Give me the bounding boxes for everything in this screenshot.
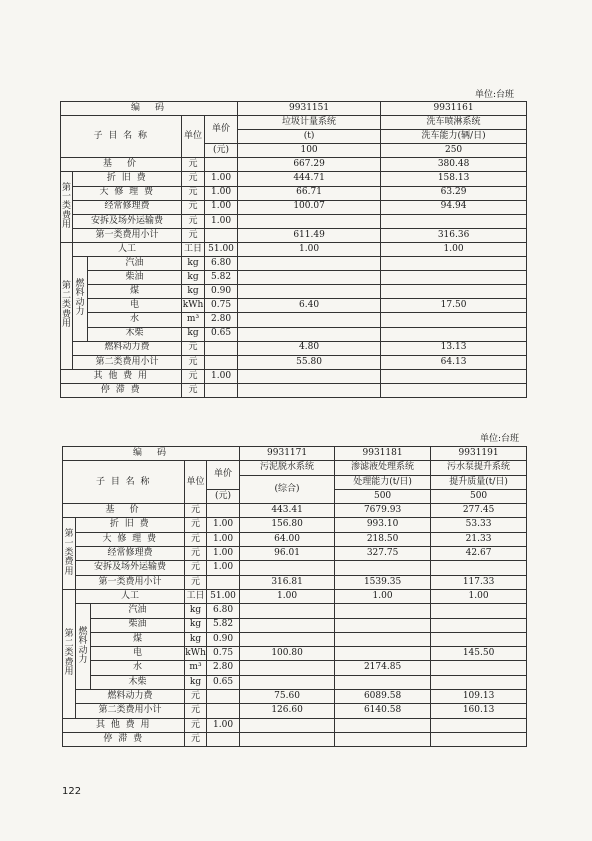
regular-repair-label: 经常修理费 <box>76 547 185 561</box>
diesel-label: 柴油 <box>88 271 182 285</box>
unit-cell: 元 <box>182 200 205 214</box>
value-cell <box>240 732 335 746</box>
unit-cell: kg <box>182 271 205 285</box>
value-cell: 160.13 <box>431 704 527 718</box>
unit-cell: 元 <box>182 172 205 186</box>
machine-spec-value: 250 <box>381 144 527 158</box>
value-cell <box>431 718 527 732</box>
unit-cell: 元 <box>182 355 205 369</box>
coal-label: 煤 <box>91 632 185 646</box>
machine-name: 污泥脱水系统 <box>240 461 335 475</box>
value-cell: 444.71 <box>238 172 381 186</box>
unit-cell: m³ <box>185 661 207 675</box>
value-cell <box>238 214 381 228</box>
value-cell: 53.33 <box>431 518 527 532</box>
unit-cell: 元 <box>182 228 205 242</box>
value-cell <box>381 271 527 285</box>
price-cell: 0.90 <box>207 632 240 646</box>
value-cell <box>335 675 431 689</box>
value-cell: 55.80 <box>238 355 381 369</box>
regular-repair-label: 经常修理费 <box>73 200 182 214</box>
value-cell: 13.13 <box>381 341 527 355</box>
price-cell: 1.00 <box>207 561 240 575</box>
value-cell: 6140.58 <box>335 704 431 718</box>
unit-cell: 工日 <box>182 242 205 256</box>
price-cell: 51.00 <box>207 589 240 603</box>
group2-label: 第二类费用 <box>61 242 73 369</box>
value-cell: 1539.35 <box>335 575 431 589</box>
unit-cell: kWh <box>182 299 205 313</box>
value-cell: 443.41 <box>240 504 335 518</box>
value-cell <box>431 618 527 632</box>
value-cell: 1.00 <box>240 589 335 603</box>
unit-cell: kg <box>182 327 205 341</box>
price-cell: 1.00 <box>207 532 240 546</box>
price-cell: 1.00 <box>205 369 238 383</box>
group1-label: 第一类费用 <box>63 518 76 589</box>
install-transport-label: 安拆及场外运输费 <box>76 561 185 575</box>
value-cell: 993.10 <box>335 518 431 532</box>
electricity-label: 电 <box>91 647 185 661</box>
machine-name: 污水泵提升系统 <box>431 461 527 475</box>
unit-cell: 元 <box>185 704 207 718</box>
unit-cell: kg <box>185 632 207 646</box>
machine-code: 9931181 <box>335 447 431 461</box>
price-cell <box>205 341 238 355</box>
value-cell: 126.60 <box>240 704 335 718</box>
value-cell: 316.81 <box>240 575 335 589</box>
machine-spec: 提升质量(t/日) <box>431 475 527 489</box>
unit-header: 单位 <box>182 116 205 158</box>
unit-price-unit: (元) <box>207 489 240 503</box>
value-cell <box>381 257 527 271</box>
diesel-label: 柴油 <box>91 618 185 632</box>
unit-cell: 元 <box>185 532 207 546</box>
machine-spec-value: 100 <box>238 144 381 158</box>
unit-cell: 元 <box>185 518 207 532</box>
sub-item-name-header: 子 目 名 称 <box>63 461 185 504</box>
code-header: 编 码 <box>61 102 238 116</box>
price-cell <box>207 690 240 704</box>
machine-code: 9931161 <box>381 102 527 116</box>
value-cell <box>381 369 527 383</box>
group1-subtotal-label: 第一类费用小计 <box>76 575 185 589</box>
water-label: 水 <box>91 661 185 675</box>
unit-cell: 元 <box>185 718 207 732</box>
value-cell <box>240 718 335 732</box>
price-cell <box>207 575 240 589</box>
value-cell: 611.49 <box>238 228 381 242</box>
major-repair-label: 大 修 理 费 <box>76 532 185 546</box>
machine-spec-value: 500 <box>431 489 527 503</box>
other-cost-label: 其 他 费 用 <box>63 718 185 732</box>
value-cell <box>381 327 527 341</box>
price-cell: 6.80 <box>207 604 240 618</box>
price-cell: 6.80 <box>205 257 238 271</box>
value-cell: 64.00 <box>240 532 335 546</box>
value-cell: 145.50 <box>431 647 527 661</box>
value-cell: 158.13 <box>381 172 527 186</box>
value-cell: 327.75 <box>335 547 431 561</box>
machine-code: 9931191 <box>431 447 527 461</box>
price-cell: 0.75 <box>207 647 240 661</box>
value-cell: 17.50 <box>381 299 527 313</box>
unit-cell: m³ <box>182 313 205 327</box>
machine-code: 9931171 <box>240 447 335 461</box>
price-cell: 1.00 <box>207 518 240 532</box>
machine-code: 9931151 <box>238 102 381 116</box>
value-cell <box>335 632 431 646</box>
value-cell: 96.01 <box>240 547 335 561</box>
machine-spec: 洗车能力(辆/日) <box>381 130 527 144</box>
value-cell <box>431 561 527 575</box>
value-cell <box>381 214 527 228</box>
gasoline-label: 汽油 <box>91 604 185 618</box>
value-cell <box>335 604 431 618</box>
machine-spec: 处理能力(t/日) <box>335 475 431 489</box>
fuel-power-cost-label: 燃料动力费 <box>73 341 182 355</box>
code-header: 编 码 <box>63 447 240 461</box>
labor-label: 人工 <box>76 589 185 603</box>
value-cell <box>431 732 527 746</box>
unit-cell: 元 <box>185 504 207 518</box>
price-cell: 51.00 <box>205 242 238 256</box>
value-cell <box>431 661 527 675</box>
page-number: 122 <box>62 786 82 797</box>
machine-name: 洗车喷淋系统 <box>381 116 527 130</box>
value-cell <box>238 383 381 397</box>
value-cell: 218.50 <box>335 532 431 546</box>
value-cell <box>238 285 381 299</box>
price-cell: 1.00 <box>207 547 240 561</box>
price-cell <box>205 228 238 242</box>
value-cell: 7679.93 <box>335 504 431 518</box>
price-cell: 0.90 <box>205 285 238 299</box>
group2-subtotal-label: 第二类费用小计 <box>73 355 182 369</box>
value-cell <box>240 561 335 575</box>
unit-cell: 元 <box>182 341 205 355</box>
sub-item-name-header: 子 目 名 称 <box>61 116 182 158</box>
unit-cell: 元 <box>182 186 205 200</box>
value-cell <box>238 369 381 383</box>
machine-name: 渗滤液处理系统 <box>335 461 431 475</box>
other-cost-label: 其 他 费 用 <box>61 369 182 383</box>
value-cell: 66.71 <box>238 186 381 200</box>
unit-header: 单位 <box>185 461 207 504</box>
water-label: 水 <box>88 313 182 327</box>
value-cell: 94.94 <box>381 200 527 214</box>
base-price-label: 基 价 <box>61 158 182 172</box>
firewood-label: 木柴 <box>91 675 185 689</box>
price-cell <box>205 383 238 397</box>
unit-cell: 元 <box>185 575 207 589</box>
price-cell: 1.00 <box>205 200 238 214</box>
value-cell <box>240 604 335 618</box>
value-cell <box>335 647 431 661</box>
value-cell: 63.29 <box>381 186 527 200</box>
value-cell: 1.00 <box>238 242 381 256</box>
value-cell <box>381 383 527 397</box>
value-cell <box>240 675 335 689</box>
value-cell <box>335 618 431 632</box>
value-cell <box>238 257 381 271</box>
value-cell <box>431 675 527 689</box>
value-cell: 100.07 <box>238 200 381 214</box>
price-cell: 2.80 <box>205 313 238 327</box>
value-cell <box>335 561 431 575</box>
price-cell: 1.00 <box>205 172 238 186</box>
unit-cell: kg <box>185 618 207 632</box>
group2-label: 第二类费用 <box>63 589 76 718</box>
value-cell: 117.33 <box>431 575 527 589</box>
unit-cell: 元 <box>185 561 207 575</box>
value-cell: 316.36 <box>381 228 527 242</box>
value-cell <box>240 632 335 646</box>
unit-cell: kg <box>185 675 207 689</box>
value-cell <box>240 618 335 632</box>
unit-cell: 工日 <box>185 589 207 603</box>
major-repair-label: 大 修 理 费 <box>73 186 182 200</box>
depreciation-label: 折 旧 费 <box>76 518 185 532</box>
value-cell: 277.45 <box>431 504 527 518</box>
unit-cell: kg <box>182 257 205 271</box>
gasoline-label: 汽油 <box>88 257 182 271</box>
unit-price-header: 单价 <box>205 116 238 144</box>
value-cell: 1.00 <box>381 242 527 256</box>
unit-cell: kg <box>185 604 207 618</box>
value-cell <box>240 661 335 675</box>
price-cell <box>207 704 240 718</box>
base-price-label: 基 价 <box>63 504 185 518</box>
value-cell <box>335 718 431 732</box>
value-cell: 6089.58 <box>335 690 431 704</box>
unit-cell: 元 <box>185 547 207 561</box>
value-cell: 380.48 <box>381 158 527 172</box>
unit-cell: 元 <box>182 158 205 172</box>
value-cell <box>238 271 381 285</box>
value-cell <box>238 313 381 327</box>
price-cell: 1.00 <box>207 718 240 732</box>
unit-cell: kWh <box>185 647 207 661</box>
value-cell: 64.13 <box>381 355 527 369</box>
fuel-power-label: 燃料动力 <box>73 257 88 342</box>
unit-cell: 元 <box>185 732 207 746</box>
install-transport-label: 安拆及场外运输费 <box>73 214 182 228</box>
unit-price-header: 单价 <box>207 461 240 490</box>
fuel-power-cost-label: 燃料动力费 <box>76 690 185 704</box>
group1-subtotal-label: 第一类费用小计 <box>73 228 182 242</box>
value-cell <box>431 632 527 646</box>
value-cell: 2174.85 <box>335 661 431 675</box>
value-cell: 1.00 <box>335 589 431 603</box>
machine-spec: (t) <box>238 130 381 144</box>
group2-subtotal-label: 第二类费用小计 <box>76 704 185 718</box>
unit-label-bottom: 单位:台班 <box>480 434 520 444</box>
coal-label: 煤 <box>88 285 182 299</box>
price-cell <box>205 355 238 369</box>
idle-cost-label: 停 滞 费 <box>63 732 185 746</box>
price-cell: 1.00 <box>205 214 238 228</box>
value-cell: 109.13 <box>431 690 527 704</box>
unit-cell: 元 <box>182 383 205 397</box>
value-cell: 100.80 <box>240 647 335 661</box>
value-cell: 21.33 <box>431 532 527 546</box>
price-cell <box>207 732 240 746</box>
unit-cell: 元 <box>185 690 207 704</box>
price-cell: 1.00 <box>205 186 238 200</box>
price-cell: 5.82 <box>207 618 240 632</box>
price-cell <box>207 504 240 518</box>
value-cell <box>335 732 431 746</box>
price-cell: 5.82 <box>205 271 238 285</box>
value-cell <box>238 327 381 341</box>
price-cell: 0.65 <box>205 327 238 341</box>
unit-label-top: 单位:台班 <box>475 90 515 100</box>
unit-price-unit: (元) <box>205 144 238 158</box>
machine-name: 垃圾计量系统 <box>238 116 381 130</box>
value-cell: 42.67 <box>431 547 527 561</box>
labor-label: 人工 <box>73 242 182 256</box>
value-cell <box>431 604 527 618</box>
machine-spec: (综合) <box>240 475 335 504</box>
electricity-label: 电 <box>88 299 182 313</box>
value-cell <box>381 313 527 327</box>
machine-cost-table-1 <box>60 101 527 398</box>
depreciation-label: 折 旧 费 <box>73 172 182 186</box>
machine-cost-table-2 <box>62 446 527 747</box>
value-cell: 75.60 <box>240 690 335 704</box>
value-cell: 667.29 <box>238 158 381 172</box>
price-cell: 2.80 <box>207 661 240 675</box>
price-cell: 0.65 <box>207 675 240 689</box>
fuel-power-label: 燃料动力 <box>76 604 91 690</box>
machine-spec-value: 500 <box>335 489 431 503</box>
idle-cost-label: 停 滞 费 <box>61 383 182 397</box>
unit-cell: 元 <box>182 369 205 383</box>
price-cell: 0.75 <box>205 299 238 313</box>
value-cell: 6.40 <box>238 299 381 313</box>
value-cell: 1.00 <box>431 589 527 603</box>
firewood-label: 木柴 <box>88 327 182 341</box>
value-cell: 4.80 <box>238 341 381 355</box>
price-cell <box>205 158 238 172</box>
value-cell <box>381 285 527 299</box>
unit-cell: 元 <box>182 214 205 228</box>
unit-cell: kg <box>182 285 205 299</box>
group1-label: 第一类费用 <box>61 172 73 242</box>
value-cell: 156.80 <box>240 518 335 532</box>
